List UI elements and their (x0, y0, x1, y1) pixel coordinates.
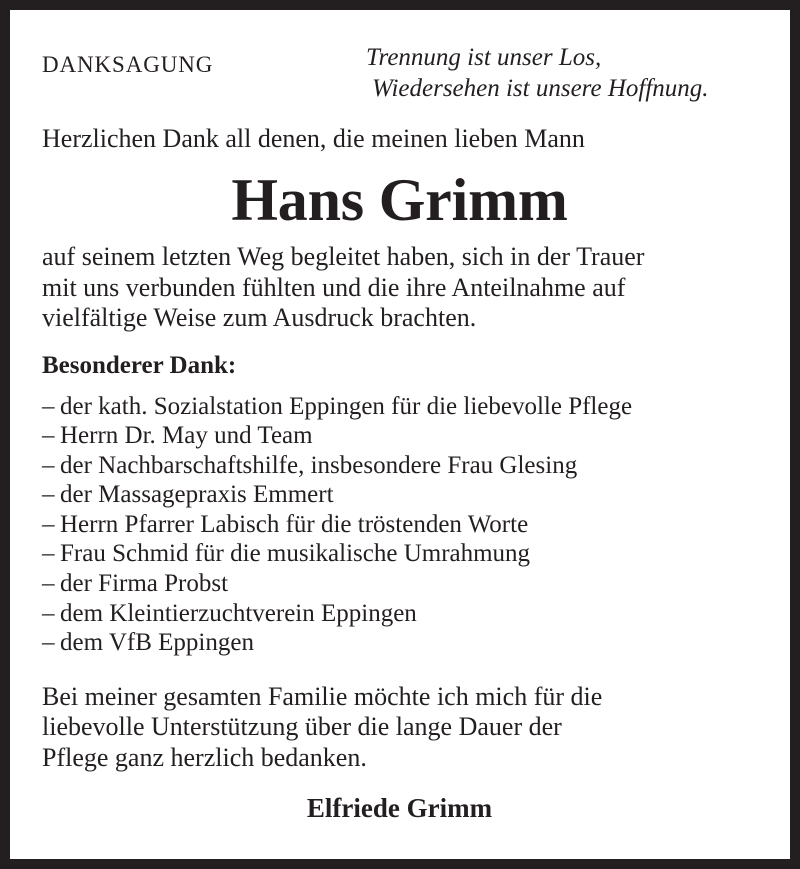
list-dash-icon: – (42, 540, 55, 568)
thanks-list (42, 392, 757, 658)
thanks-list-item-label: Herrn Pfarrer Labisch für die tröstenden Worte (60, 510, 529, 538)
thanks-list-item (42, 628, 757, 658)
thanks-list-item-label: der Firma Probst (60, 570, 229, 598)
notice-header (42, 42, 757, 120)
body-paragraph-line-2: mit uns verbunden fühlten und die ihre Anteilnahme auf (42, 272, 626, 302)
memorial-verse-line-1: Trennung ist unser Los, (366, 44, 602, 71)
list-dash-icon: – (42, 392, 55, 420)
thanks-list-item (42, 421, 757, 451)
memorial-verse-line-2: Wiedersehen ist unsere Hoffnung. (372, 75, 709, 102)
thanks-list-item (42, 599, 757, 629)
thanks-list-item (42, 510, 757, 540)
spacer-before-thanks-heading (42, 334, 757, 351)
thanks-heading: Besonderer Dank: (42, 351, 237, 379)
memorial-verse (366, 42, 757, 104)
thanks-list-item (42, 539, 757, 569)
body-paragraph-line-3: vielfältige Weise zum Ausdruck brachten. (42, 303, 477, 332)
list-dash-icon: – (42, 451, 55, 479)
danksagung-kicker: DANKSAGUNG (42, 52, 214, 77)
thanks-list-item-label: der Nachbarschaftshilfe, insbesondere Frau Glesing (60, 451, 578, 479)
list-dash-icon: – (42, 422, 55, 450)
thanks-list-item (42, 451, 757, 481)
closing-paragraph-line-3: Pflege ganz herzlich bedanken. (42, 742, 367, 772)
body-paragraph (42, 242, 757, 334)
thanks-list-item (42, 480, 757, 510)
thanks-list-item-label: der kath. Sozialstation Eppingen für die liebevolle Pflege (60, 392, 633, 420)
intro-line: Herzlichen Dank all denen, die meinen lieben Mann (42, 124, 585, 153)
signature-block (42, 793, 757, 824)
closing-paragraph-line-2: liebevolle Unterstützung über die lange Dauer der (42, 712, 562, 742)
notice-content (10, 10, 790, 859)
list-dash-icon: – (42, 629, 55, 657)
closing-paragraph-line-1: Bei meiner gesamten Familie möchte ich mich für die (42, 681, 603, 711)
thanks-list-item-label: Herrn Dr. May und Team (60, 422, 313, 450)
signature-name: Elfriede Grimm (306, 793, 493, 824)
thanks-list-item-label: dem Kleintierzuchtverein Eppingen (60, 599, 417, 627)
list-dash-icon: – (42, 599, 55, 627)
deceased-name: Hans Grimm (231, 167, 568, 233)
closing-paragraph (42, 682, 757, 774)
thanks-list-item (42, 569, 757, 599)
list-dash-icon: – (42, 481, 55, 509)
thanks-list-item-label: Frau Schmid für die musikalische Umrahmung (60, 540, 531, 568)
thanks-list-item-label: dem VfB Eppingen (60, 629, 254, 657)
spacer-before-closing (42, 658, 757, 682)
body-paragraph-line-1: auf seinem letzten Weg begleitet haben, sich in der Trauer (42, 242, 645, 271)
thanks-list-item (42, 392, 757, 422)
list-dash-icon: – (42, 510, 55, 538)
deceased-name-block (42, 168, 757, 232)
thanks-list-item-label: der Massagepraxis Emmert (60, 481, 334, 509)
list-dash-icon: – (42, 570, 55, 598)
spacer-before-thanks-list (42, 380, 757, 392)
